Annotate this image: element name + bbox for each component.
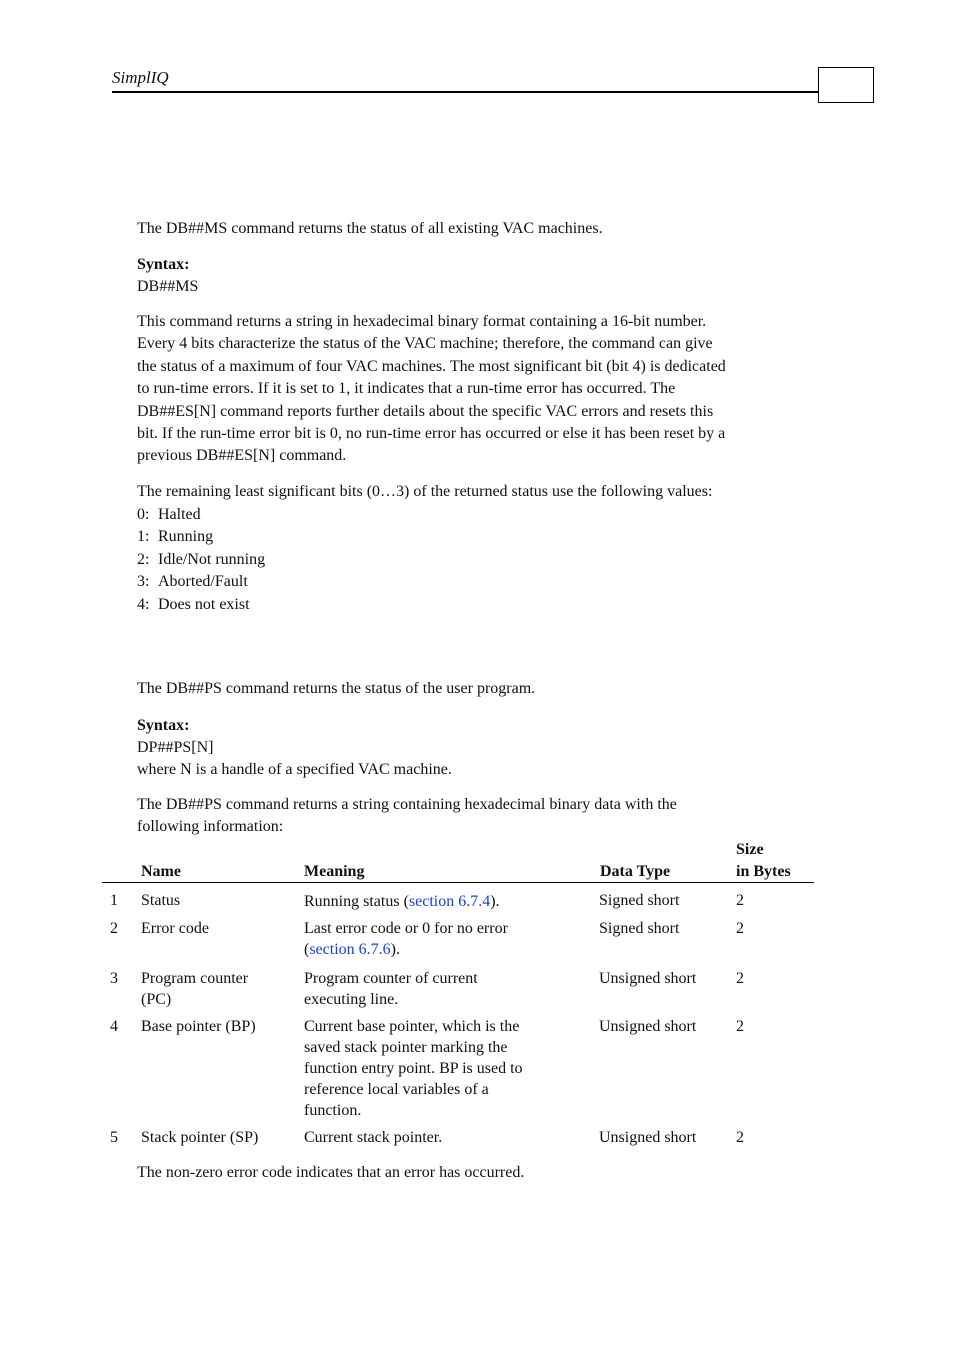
row-index: 5 bbox=[110, 1129, 118, 1146]
list-item-number: 1: bbox=[137, 528, 150, 546]
row-meaning bbox=[304, 918, 508, 960]
text-line: previous DB##ES[N] command. bbox=[137, 447, 347, 465]
table-header-rule bbox=[102, 882, 814, 883]
list-item-label: Does not exist bbox=[158, 595, 250, 613]
row-meaning-text: Running status ( bbox=[304, 893, 409, 910]
row-size: 2 bbox=[736, 920, 744, 937]
list-item-label: Halted bbox=[158, 506, 201, 523]
ps-syntax-label: Syntax: bbox=[137, 717, 190, 734]
row-meaning-line: function. bbox=[304, 1102, 362, 1119]
ps-syntax-note: where N is a handle of a specified VAC machine. bbox=[137, 761, 452, 778]
header-rule bbox=[112, 91, 819, 93]
list-item bbox=[137, 571, 265, 593]
row-index: 3 bbox=[110, 970, 118, 987]
list-item bbox=[137, 526, 265, 548]
list-item bbox=[137, 594, 265, 616]
list-item-number: 4: bbox=[137, 595, 150, 613]
list-item-label: Aborted/Fault bbox=[158, 573, 248, 591]
ps-footer-note: The non-zero error code indicates that an error has occurred. bbox=[137, 1164, 525, 1181]
running-header-title: SimplIQ bbox=[112, 68, 169, 87]
row-size: 2 bbox=[736, 1129, 744, 1146]
row-meaning-line: Current base pointer, which is the bbox=[304, 1018, 520, 1035]
column-header-size-line2: in Bytes bbox=[736, 863, 791, 880]
row-data-type: Unsigned short bbox=[599, 970, 697, 987]
text-line: This command returns a string in hexadecimal binary format containing a 16-bit number. bbox=[137, 313, 707, 330]
column-header-name: Name bbox=[141, 863, 181, 880]
text-line: Every 4 bits characterize the status of the VAC machine; therefore, the command can give bbox=[137, 335, 713, 353]
ms-syntax-label: Syntax: bbox=[137, 256, 190, 273]
row-data-type: Signed short bbox=[599, 920, 680, 937]
row-data-type: Signed short bbox=[599, 892, 680, 909]
list-item bbox=[137, 549, 265, 571]
row-data-type: Unsigned short bbox=[599, 1018, 697, 1035]
row-index: 2 bbox=[110, 920, 118, 937]
list-item bbox=[137, 504, 265, 526]
ms-values-intro: The remaining least significant bits (0…3) of the returned status use the following values: bbox=[137, 483, 713, 500]
ps-description bbox=[137, 794, 677, 839]
section-6-7-6-link[interactable]: section 6.7.6 bbox=[309, 941, 391, 958]
row-meaning-text: ). bbox=[490, 893, 500, 910]
row-data-type: Unsigned short bbox=[599, 1129, 697, 1146]
row-meaning-line bbox=[304, 939, 508, 960]
ms-intro: The DB##MS command returns the status of all existing VAC machines. bbox=[137, 220, 603, 237]
row-name bbox=[141, 968, 248, 1010]
row-meaning bbox=[304, 891, 500, 912]
row-index: 4 bbox=[110, 1018, 118, 1035]
text-line: bit. If the run-time error bit is 0, no run-time error has occurred or else it has been reset by a bbox=[137, 425, 726, 443]
text-line: DB##ES[N] command reports further details about the specific VAC errors and resets this bbox=[137, 402, 714, 420]
list-item-number: 0: bbox=[137, 506, 150, 523]
row-meaning-line: reference local variables of a bbox=[304, 1081, 489, 1098]
row-name-line: Program counter bbox=[141, 970, 249, 987]
row-meaning bbox=[304, 1016, 523, 1121]
row-meaning bbox=[304, 968, 478, 1010]
list-item-label: Idle/Not running bbox=[158, 550, 266, 568]
row-name: Status bbox=[141, 892, 181, 909]
section-6-7-4-link[interactable]: section 6.7.4 bbox=[408, 893, 491, 910]
row-name: Error code bbox=[141, 920, 209, 937]
ms-syntax: DB##MS bbox=[137, 278, 199, 295]
column-header-data-type: Data Type bbox=[600, 863, 671, 880]
list-item-label: Running bbox=[158, 528, 214, 546]
row-meaning-text: ( bbox=[304, 941, 310, 958]
text-line: following information: bbox=[137, 818, 284, 836]
row-meaning-text: ). bbox=[390, 941, 400, 958]
row-index: 1 bbox=[110, 892, 118, 909]
row-name: Base pointer (BP) bbox=[141, 1018, 256, 1035]
page-number-box bbox=[818, 67, 874, 103]
text-line: The DB##PS command returns a string containing hexadecimal binary data with the bbox=[137, 796, 677, 813]
row-meaning-line: executing line. bbox=[304, 991, 399, 1008]
row-size: 2 bbox=[736, 970, 744, 987]
text-line: the status of a maximum of four VAC machines. The most significant bit (bit 4) is dedicated bbox=[137, 357, 726, 375]
ms-values-list bbox=[137, 504, 265, 616]
row-size: 2 bbox=[736, 1018, 744, 1035]
row-name: Stack pointer (SP) bbox=[141, 1129, 259, 1146]
row-meaning-line: saved stack pointer marking the bbox=[304, 1039, 508, 1056]
row-meaning-line: Last error code or 0 for no error bbox=[304, 920, 508, 937]
row-meaning: Current stack pointer. bbox=[304, 1129, 443, 1146]
row-size: 2 bbox=[736, 892, 744, 909]
text-line: to run-time errors. If it is set to 1, it indicates that a run-time error has occurred. The bbox=[137, 380, 676, 398]
column-header-meaning: Meaning bbox=[304, 863, 365, 880]
row-meaning-line: Program counter of current bbox=[304, 970, 478, 987]
row-meaning-line: function entry point. BP is used to bbox=[304, 1060, 523, 1077]
ps-syntax: DP##PS[N] bbox=[137, 739, 214, 756]
column-header-size-line1: Size bbox=[736, 841, 764, 858]
ps-intro: The DB##PS command returns the status of the user program. bbox=[137, 680, 536, 697]
list-item-number: 3: bbox=[137, 573, 150, 591]
row-name-line: (PC) bbox=[141, 991, 172, 1008]
list-item-number: 2: bbox=[137, 550, 150, 568]
ms-description bbox=[137, 311, 726, 468]
column-header-size bbox=[736, 839, 791, 883]
